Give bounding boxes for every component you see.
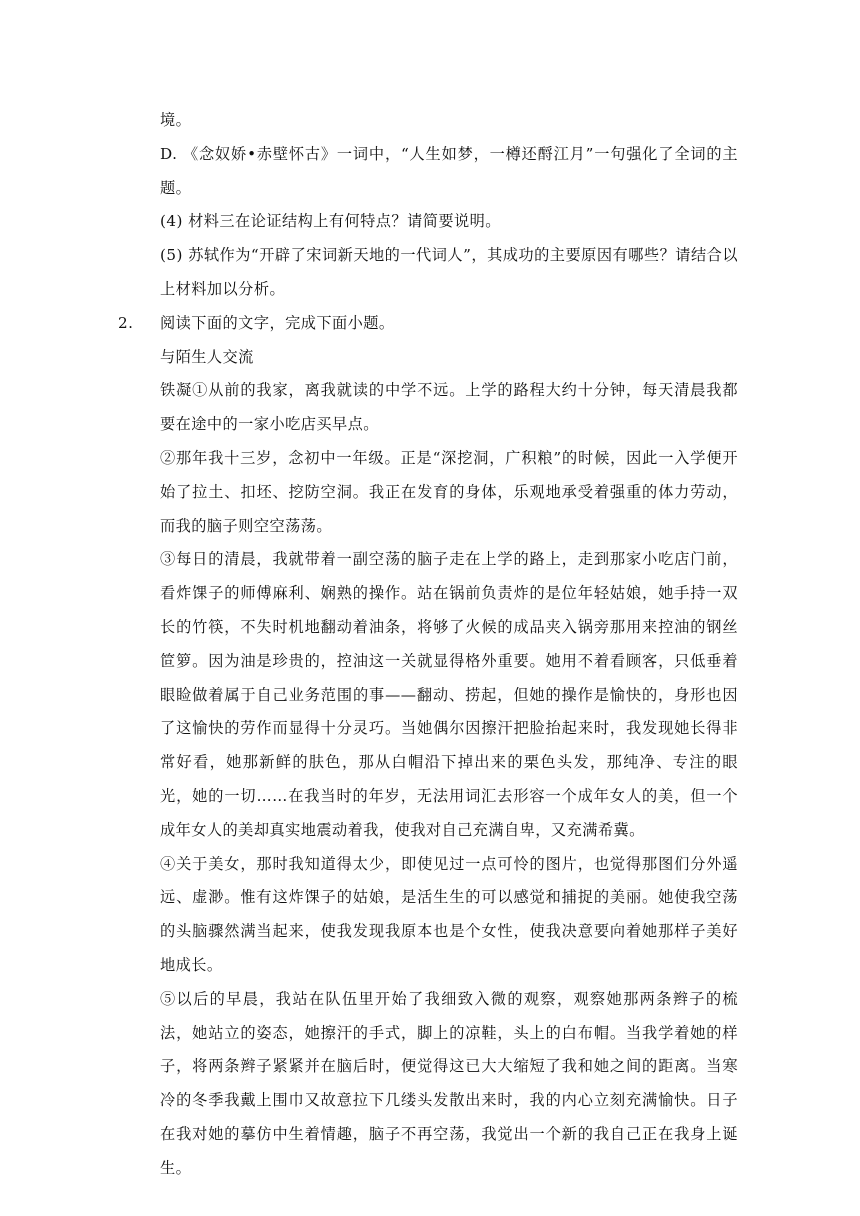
- passage-paragraph-2: ②那年我十三岁，念初中一年级。正是“深挖洞，广积粮”的时候，因此一入学便开始了拉土、扣坯、挖防空洞。我正在发育的身体，乐观地承受着强重的体力劳动，而我的脑子则空空荡荡。: [160, 448, 738, 535]
- question-2: [118, 307, 738, 1186]
- option-d: D. 《念奴娇•赤壁怀古》一词中，“人生如梦，一樽还酹江月”一句强化了全词的主题。: [160, 144, 738, 197]
- question-number: 2.: [118, 313, 134, 332]
- sub-question-4: (4) 材料三在论证结构上有何特点？请简要说明。: [160, 212, 501, 231]
- passage-paragraph-3: ③每日的清晨，我就带着一副空荡的脑子走在上学的路上，走到那家小吃店门前，看炸馃子的师傅麻利、娴熟的操作。站在锅前负责炸的是位年轻姑娘，她手持一双长的竹筷，不失时机地翻动着油条，将够了火候的成品夹入锅旁那用来控油的钢丝笸箩。因为油是珍贵的，控油这一关就显得格外重要。她用不着看顾客，只低垂着眼睑做着属于自己业务范围的事——翻动、捞起，但她的操作是愉快的，身形也因了这愉快的劳作而显得十分灵巧。当她偶尔因擦汗把脸抬起来时，我发现她长得非常好看，她那新鲜的肤色，那从白帽沿下掉出来的栗色头发，那纯净、专注的眼光，她的一切……在我当时的年岁，无法用词汇去形容一个成年女人的美，但一个成年女人的美却真实地震动着我，使我对自己充满自卑，又充满希冀。: [160, 550, 738, 839]
- passage-paragraph-5: ⑤以后的早晨，我站在队伍里开始了我细致入微的观察，观察她那两条辫子的梳法，她站立的姿态，她擦汗的手式，脚上的凉鞋，头上的白布帽。当我学着她的样子，将两条辫子紧紧并在脑后时，便觉得这已大大缩短了我和她之间的距离。当寒冷的冬季我戴上围巾又故意拉下几缕头发散出来时，我的内心立刻充满愉快。日子在我对她的摹仿中生着情趣，脑子不再空荡，我觉出一个新的我自己正在我身上诞生。: [160, 989, 738, 1177]
- sub-question-5: (5) 苏轼作为“开辟了宋词新天地的一代词人”，其成功的主要原因有哪些？请结合以上材料加以分析。: [160, 246, 738, 298]
- document-body: [118, 104, 738, 1186]
- text-line-continuation: 境。: [160, 111, 192, 129]
- passage-title: 与陌生人交流: [160, 347, 254, 366]
- question-instruction: 阅读下面的文字，完成下面小题。: [160, 313, 395, 332]
- passage-paragraph-4: ④关于美女，那时我知道得太少，即使见过一点可怜的图片，也觉得那图们分外遥远、虚渺。惟有这炸馃子的姑娘，是活生生的可以感觉和捕捉的美丽。她使我空荡的头脑骤然满当起来，使我发现我原本也是个女性，使我决意要向着她那样子美好地成长。: [160, 854, 738, 974]
- passage-paragraph-1: 铁凝①从前的我家，离我就读的中学不远。上学的路程大约十分钟，每天清晨我都要在途中的一家小吃店买早点。: [160, 381, 738, 434]
